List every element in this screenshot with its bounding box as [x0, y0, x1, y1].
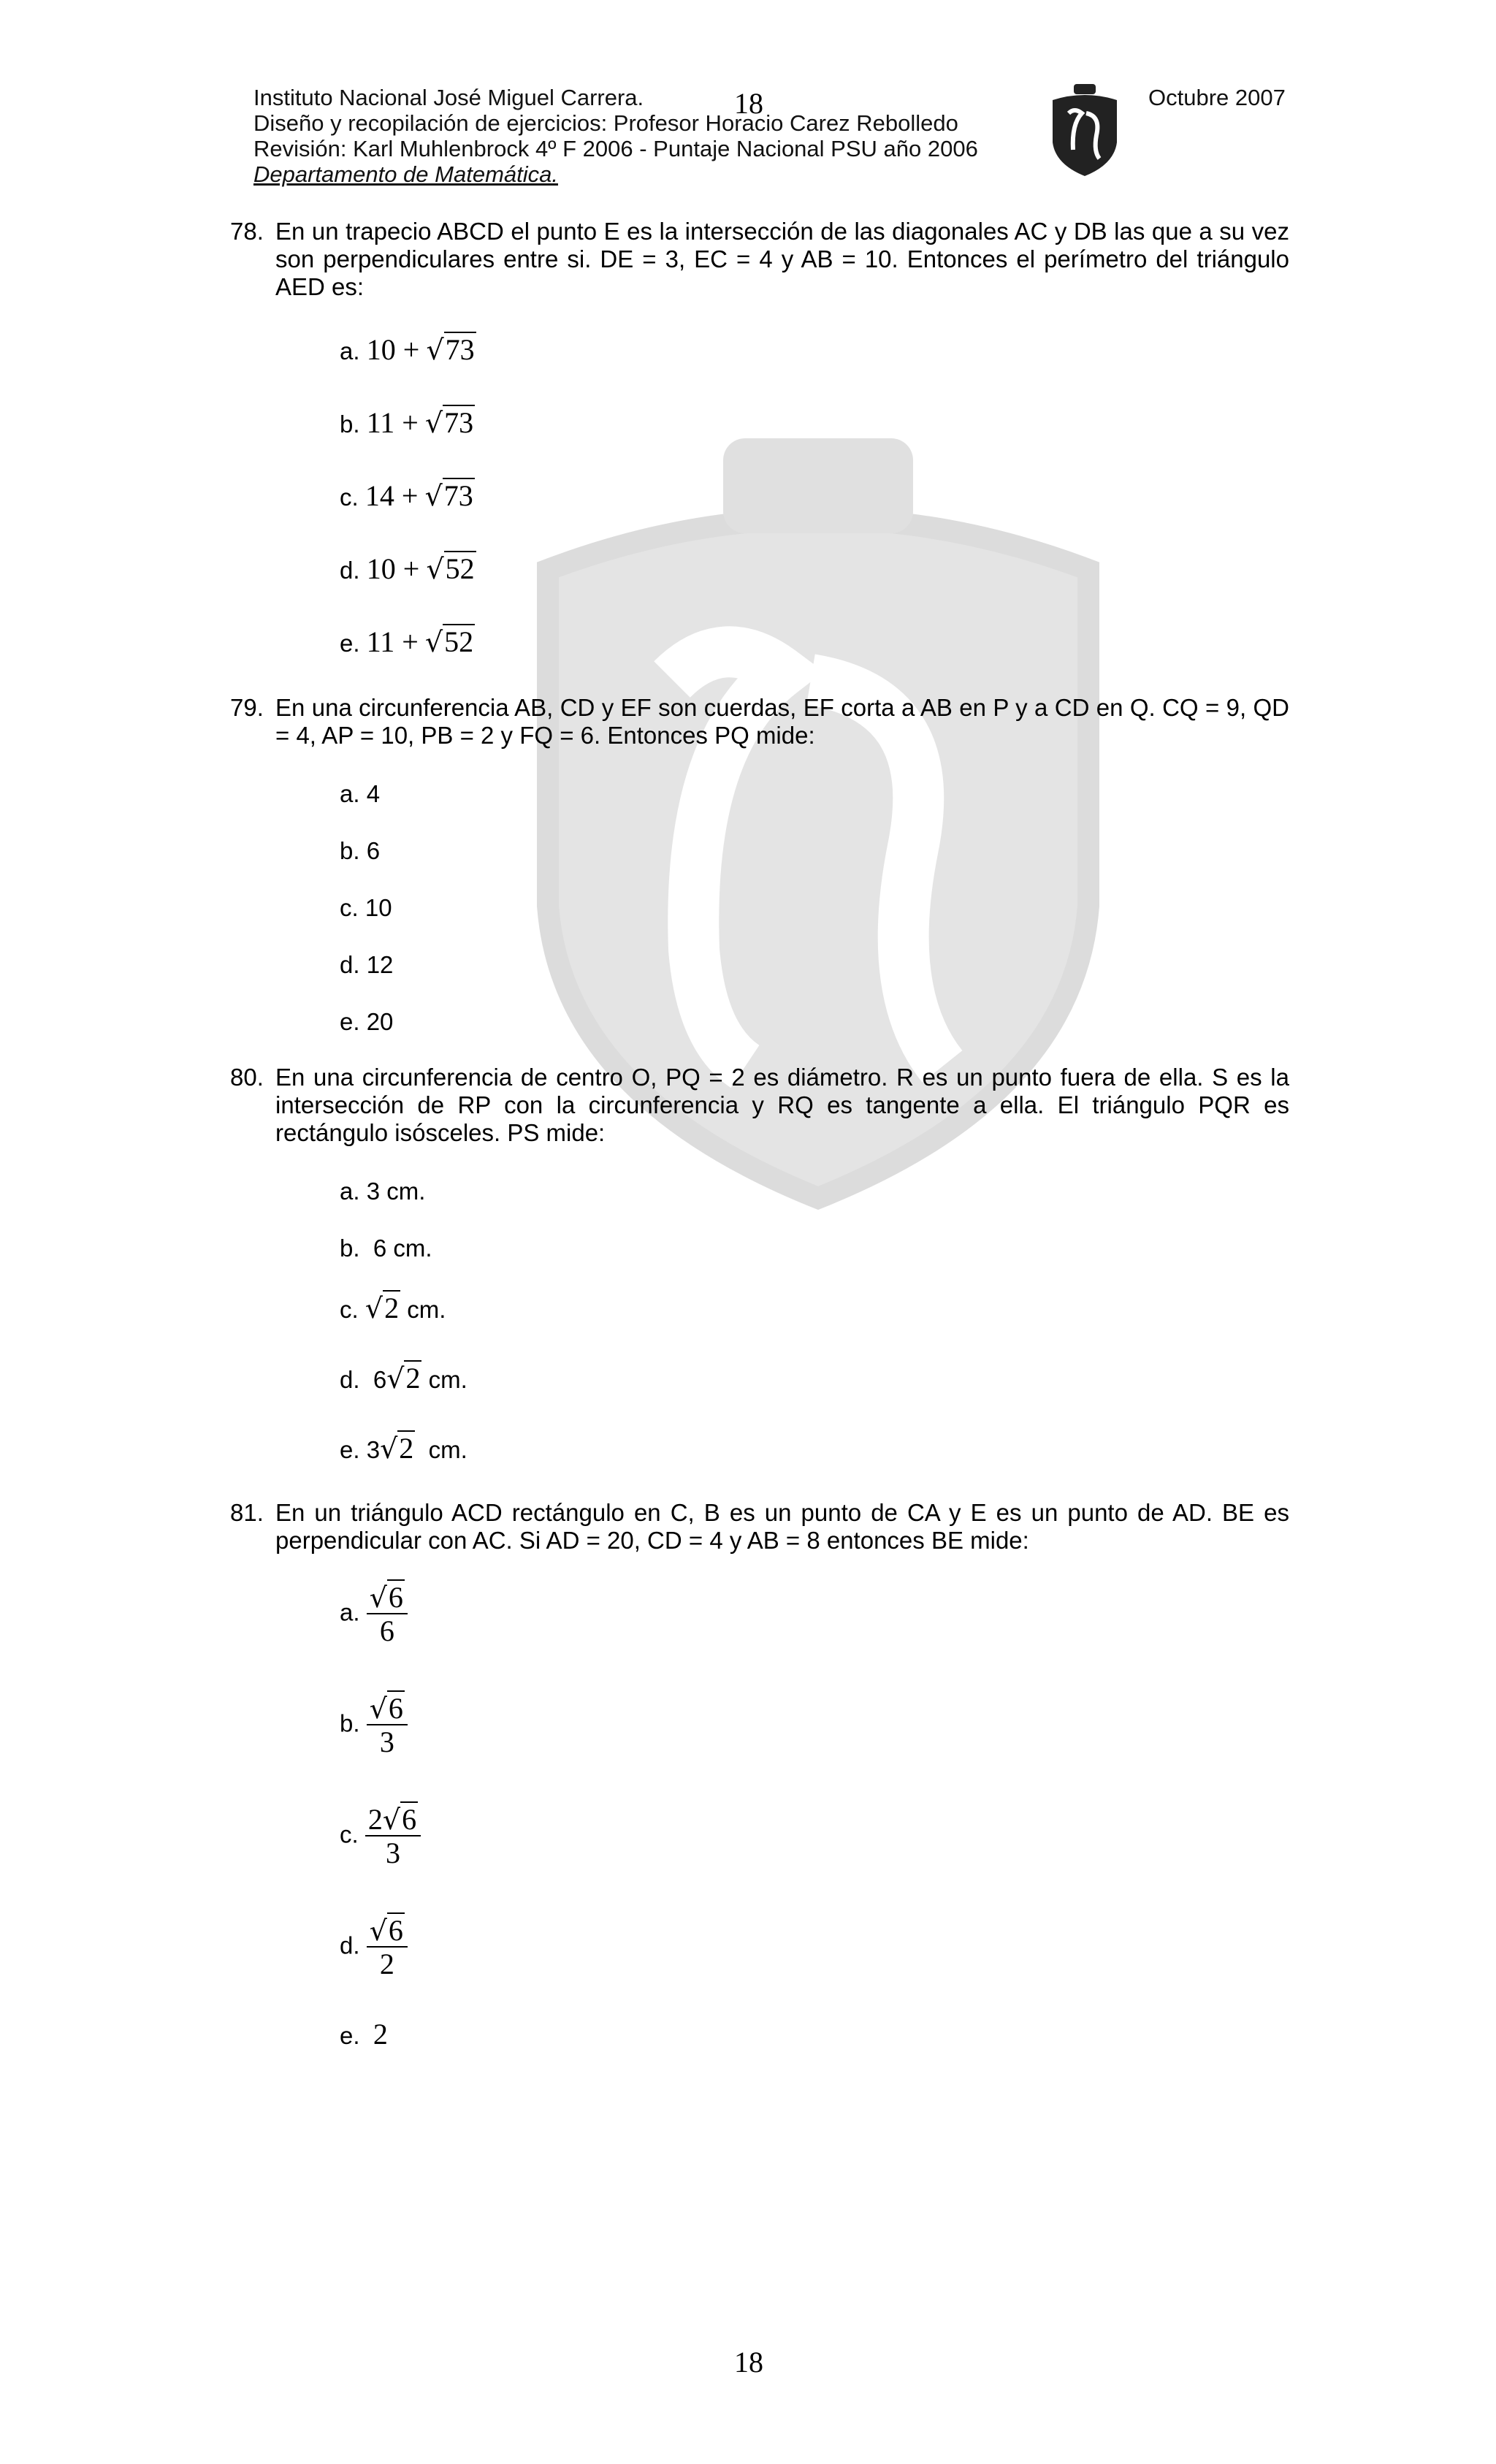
option-79b[interactable]: [340, 837, 380, 865]
radicand: 52: [445, 552, 475, 585]
sqrt-symbol: √2: [365, 1292, 400, 1324]
option-81d[interactable]: [340, 1914, 408, 1980]
school-crest-logo: [1048, 84, 1121, 179]
option-unit: cm.: [400, 1296, 446, 1323]
sqrt-symbol: √2: [386, 1362, 421, 1395]
question-number: 81.: [230, 1499, 264, 1526]
denominator: 6: [379, 1614, 394, 1647]
option-78a[interactable]: [340, 333, 476, 366]
question-number: 78.: [230, 218, 264, 245]
option-label: b.: [340, 1709, 360, 1737]
option-label: c.: [340, 484, 359, 511]
option-78d[interactable]: [340, 552, 476, 585]
option-label: a.: [340, 1598, 360, 1626]
option-label: c.: [340, 1296, 359, 1323]
option-value: 6 cm.: [366, 1235, 432, 1262]
option-label: c.: [340, 894, 359, 921]
radicand: 73: [444, 406, 474, 439]
option-value: 20: [366, 1008, 394, 1035]
radicand: 6: [388, 1914, 403, 1947]
option-81b[interactable]: [340, 1692, 408, 1758]
option-label: b.: [340, 837, 360, 864]
radicand: 2: [399, 1432, 414, 1465]
radicand: 73: [445, 333, 475, 366]
option-label: e.: [340, 630, 360, 657]
sqrt-symbol: √73: [424, 406, 474, 439]
option-label: b.: [340, 1235, 360, 1262]
option-term: 11 +: [366, 625, 419, 658]
option-78e[interactable]: [340, 625, 475, 658]
option-value: 3 cm.: [366, 1178, 426, 1205]
sqrt-symbol: √73: [426, 333, 475, 366]
option-80e[interactable]: [340, 1432, 468, 1465]
header-department: Departamento de Matemática.: [253, 161, 558, 187]
option-label: a.: [340, 1178, 360, 1205]
option-80b[interactable]: [340, 1235, 432, 1262]
option-78c[interactable]: [340, 479, 475, 512]
option-term: 14 +: [365, 479, 419, 512]
option-term: 10 +: [366, 333, 420, 366]
sqrt-symbol: √2: [380, 1432, 414, 1465]
question-text: En un trapecio ABCD el punto E es la intersección de las diagonales AC y DB las que a su vez son perpendiculares entre si. DE = 3, EC = 4 y AB = 10. Entonces el perímetro del triángulo AED es:: [275, 218, 1289, 300]
option-label: c.: [340, 1820, 359, 1848]
option-label: d.: [340, 557, 360, 584]
option-value: 10: [365, 894, 392, 921]
option-78b[interactable]: [340, 406, 475, 439]
question-80: [230, 1064, 1289, 1147]
option-80c[interactable]: [340, 1294, 446, 1324]
option-80a[interactable]: [340, 1178, 425, 1205]
question-number: 80.: [230, 1064, 264, 1091]
option-value: 12: [366, 951, 394, 978]
question-text: En una circunferencia de centro O, PQ = 2 es diámetro. R es un punto fuera de ella. S es la intersección de RP con la circunferencia y RQ es tangente a ella. El triángulo PQR es rectángulo isósceles. PS mide:: [275, 1064, 1289, 1146]
radicand: 73: [443, 479, 473, 512]
option-81a[interactable]: [340, 1581, 408, 1647]
radicand: 52: [444, 625, 474, 658]
option-label: e.: [340, 2022, 360, 2049]
question-79: [230, 694, 1289, 750]
question-78: [230, 218, 1289, 301]
header-revision: Revisión: Karl Muhlenbrock 4º F 2006 - Puntaje Nacional PSU año 2006: [253, 136, 978, 161]
header-page-number: 18: [734, 87, 763, 120]
option-label: d.: [340, 1366, 360, 1393]
option-coef: 6: [366, 1366, 387, 1393]
question-number: 79.: [230, 694, 264, 721]
option-79d[interactable]: [340, 951, 393, 979]
sqrt-symbol: √73: [424, 479, 473, 512]
option-coef: 3: [366, 1436, 381, 1463]
denominator: 3: [385, 1836, 400, 1869]
denominator: 3: [379, 1725, 394, 1758]
footer-page-number: 18: [734, 2346, 763, 2379]
option-label: d.: [340, 951, 360, 978]
option-79a[interactable]: [340, 780, 380, 808]
sqrt-symbol: √52: [424, 625, 474, 658]
option-81e[interactable]: [340, 2018, 388, 2051]
option-unit: cm.: [421, 1366, 468, 1393]
option-label: a.: [340, 337, 360, 365]
header-date: Octubre 2007: [1148, 85, 1286, 110]
option-value: 6: [366, 837, 381, 864]
coefficient: 2: [367, 1803, 383, 1836]
denominator: 2: [379, 1948, 394, 1980]
option-label: b.: [340, 411, 360, 438]
question-text: En un triángulo ACD rectángulo en C, B es un punto de CA y E es un punto de AD. BE es perpendicular con AC. Si AD = 20, CD = 4 y AB = 8 entonces BE mide:: [275, 1499, 1289, 1554]
question-text: En una circunferencia AB, CD y EF son cuerdas, EF corta a AB en P y a CD en Q. CQ = 9, QD = 4, AP = 10, PB = 2 y FQ = 6. Entonces PQ mide:: [275, 694, 1289, 749]
question-81: [230, 1499, 1289, 1555]
fraction: $\frac{√6}{3}$: [367, 1695, 408, 1756]
option-label: a.: [340, 780, 360, 807]
radicand: 6: [388, 1692, 403, 1725]
fraction: $\frac{√6}{6}$: [367, 1584, 408, 1645]
option-unit: cm.: [415, 1436, 468, 1463]
option-79e[interactable]: [340, 1008, 393, 1036]
option-value: 4: [366, 780, 381, 807]
option-value: 2: [373, 2018, 388, 2051]
option-label: e.: [340, 1436, 360, 1463]
option-label: d.: [340, 1931, 360, 1959]
radicand: 6: [388, 1581, 403, 1614]
option-80d[interactable]: [340, 1362, 468, 1395]
radicand: 2: [384, 1292, 400, 1324]
fraction: $\frac{√6}{2}$: [367, 1917, 408, 1978]
radicand: 2: [405, 1362, 421, 1395]
header-design-credit: Diseño y recopilación de ejercicios: Profesor Horacio Carez Rebolledo: [253, 110, 958, 136]
fraction: $\frac{2√6}{3}$: [365, 1806, 421, 1867]
option-81c[interactable]: [340, 1803, 421, 1869]
option-79c[interactable]: [340, 894, 392, 922]
radicand: 6: [402, 1803, 417, 1836]
option-term: 10 +: [366, 552, 420, 585]
header-institution: Instituto Nacional José Miguel Carrera.: [253, 85, 644, 110]
option-term: 11 +: [366, 406, 419, 439]
sqrt-symbol: √52: [426, 552, 475, 585]
option-label: e.: [340, 1008, 360, 1035]
